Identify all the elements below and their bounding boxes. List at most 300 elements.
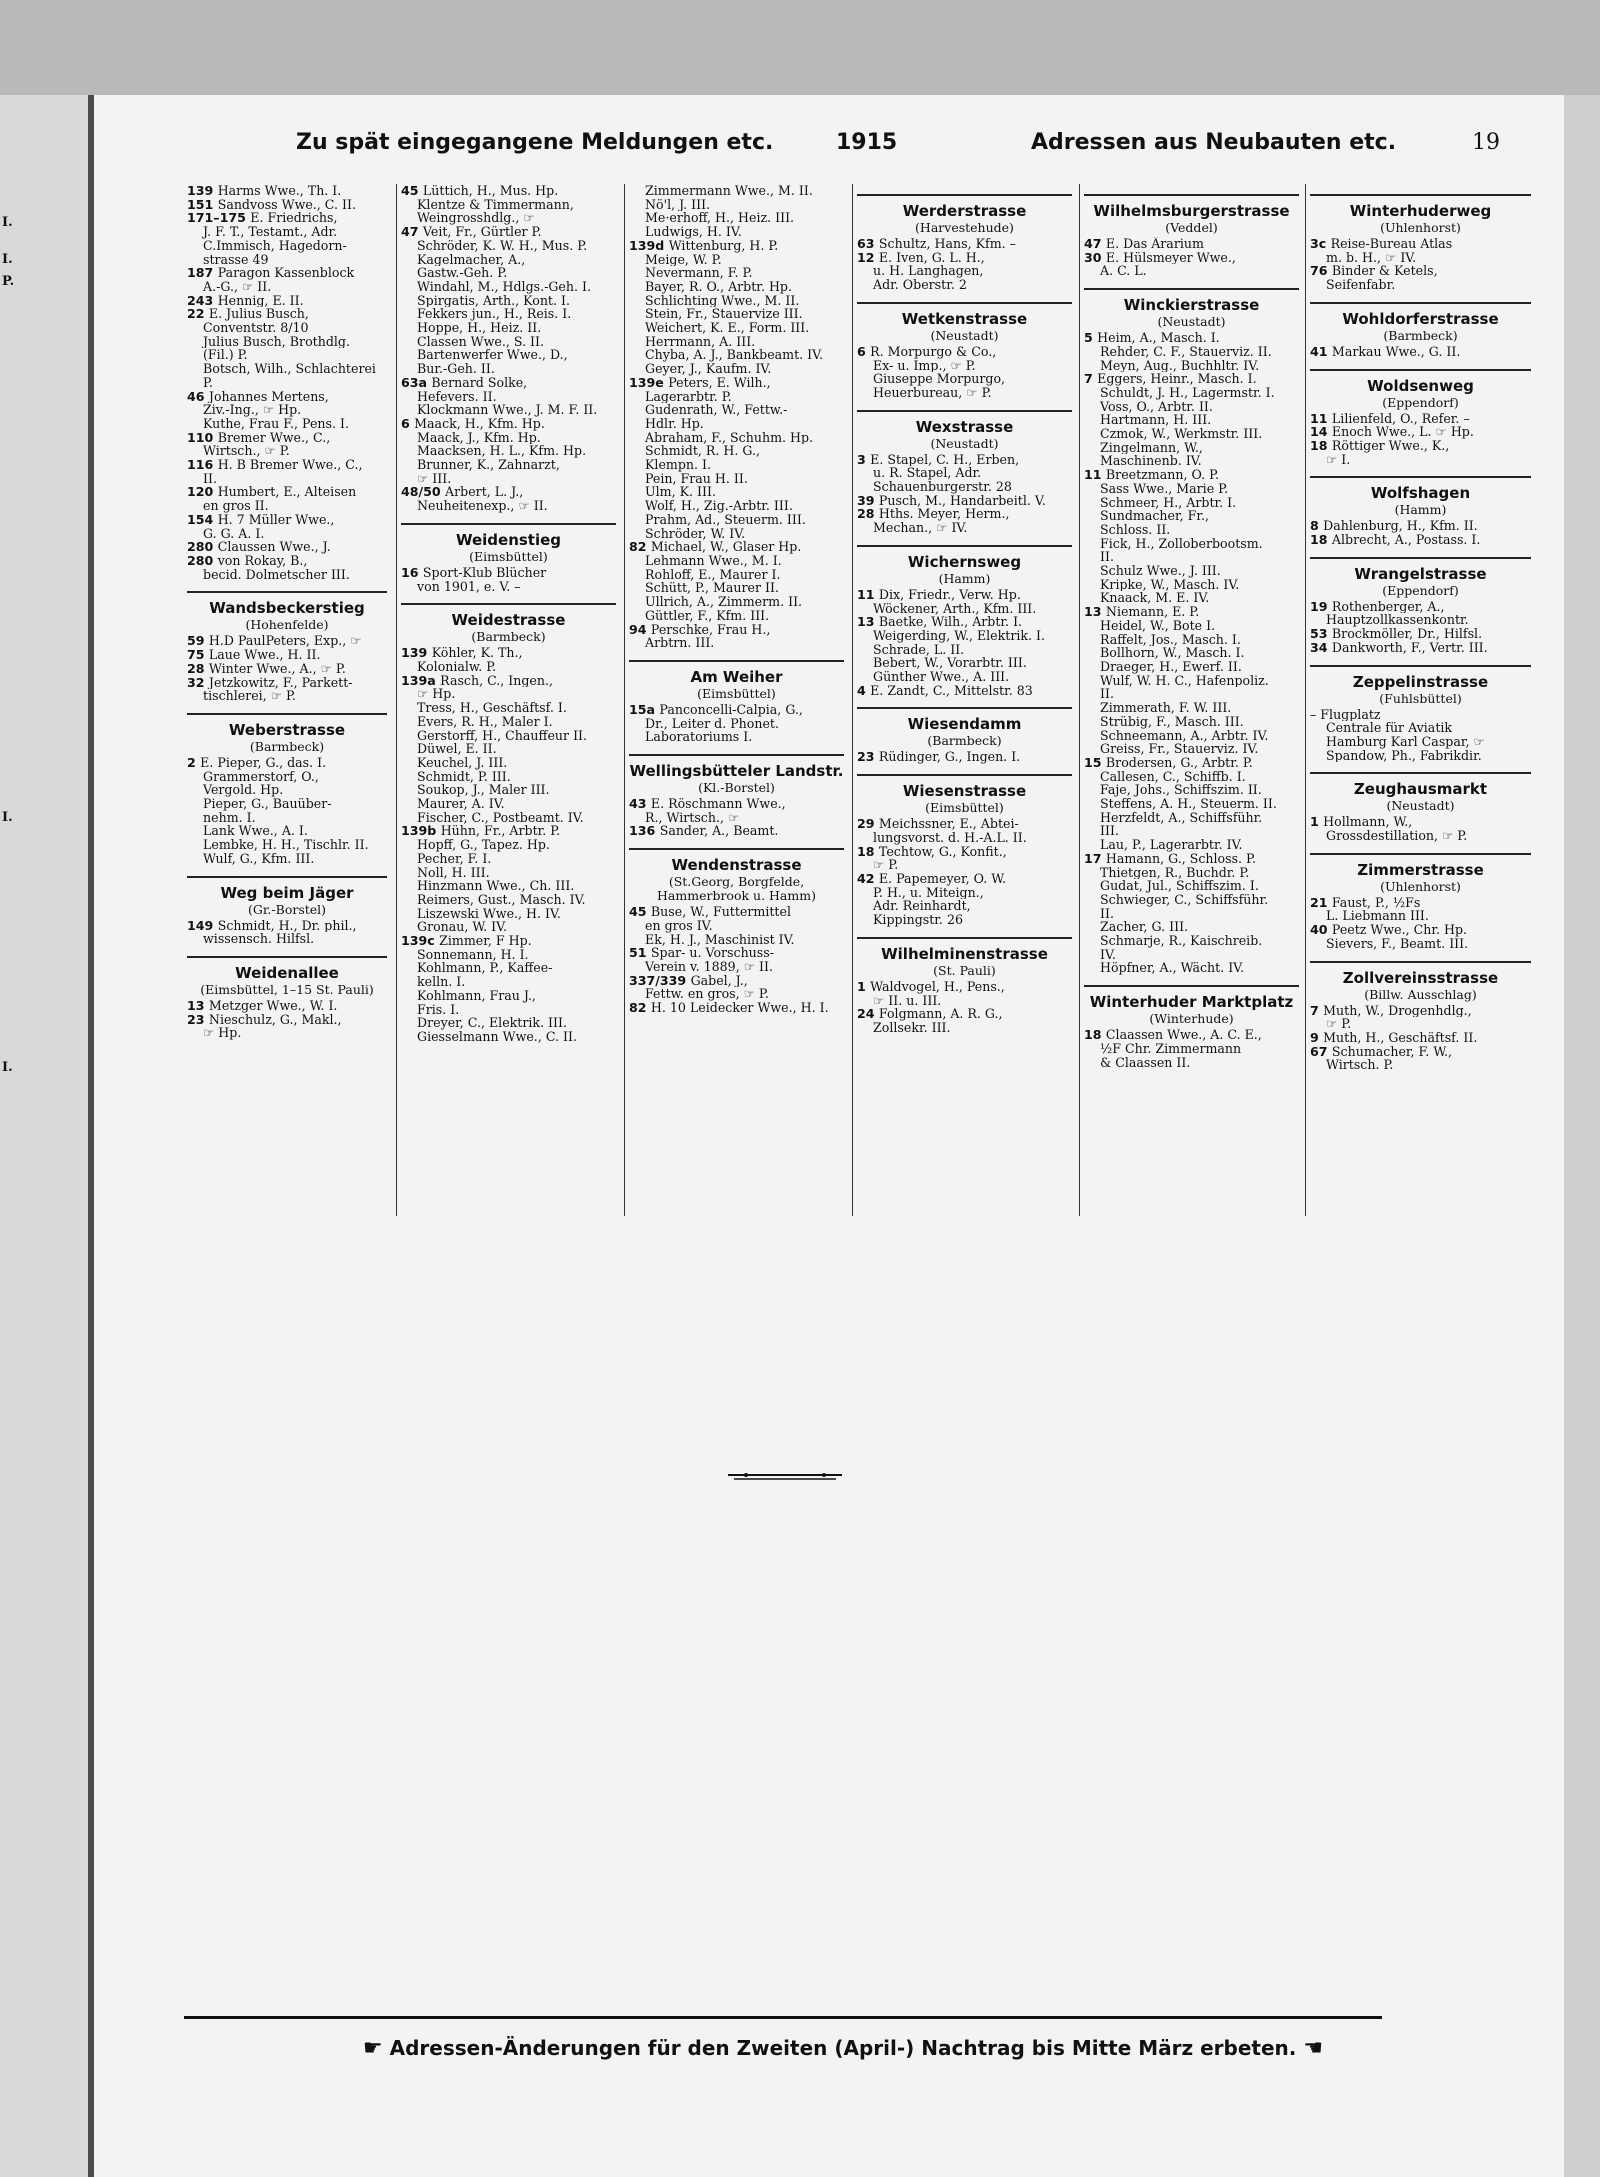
district-name: (Barmbeck) [1383,327,1458,343]
house-number: 42 [857,871,879,886]
address-entry: 3c Reise-Bureau Atlas [1310,237,1453,251]
address-entry: 94 Perschke, Frau H., [629,622,771,637]
address-entry: Hauptzollkassenkontr. [1310,613,1469,628]
address-entry: 116 H. B Bremer Wwe., C., [187,458,363,472]
house-number: 75 [187,648,209,662]
address-entry: 45 Buse, W., Futtermittel [629,905,791,919]
address-entry: Windahl, M., Hdlgs.-Geh. I. [401,279,591,294]
header-left-title: Zu spät eingegangene Meldungen etc. [296,130,774,155]
street-heading [401,523,616,564]
street-name: Wichernsweg [907,552,1022,571]
house-number: 1 [857,979,871,994]
house-number: 41 [1310,344,1332,359]
house-number: 23 [857,750,879,765]
address-entry: Greiss, Fr., Stauerviz. IV. [1084,742,1259,756]
address-entry: 21 Faust, P., ½Fs [1310,895,1421,910]
address-entry: 14 Enoch Wwe., L. ☞ Hp. [1310,425,1474,439]
address-entry: 149 Schmidt, H., Dr. phil., [187,918,357,933]
house-number: 13 [1084,605,1106,619]
street-name: Weidenallee [235,963,339,982]
house-number: 48/50 [401,485,446,500]
address-entry: Abraham, F., Schuhm. Hp. [629,430,814,445]
address-entry: 5 Heim, A., Masch. I. [1084,331,1220,345]
address-entry: 337/339 Gabel, J., [629,973,748,988]
street-name: Wilhelmsburgerstrasse [1093,202,1290,220]
address-entry: 6 Maack, H., Kfm. Hp. [401,416,545,431]
street-heading [1084,985,1299,1026]
address-entry: 53 Brockmöller, Dr., Hilfsl. [1310,627,1483,641]
address-entry: Zimmerath, F. W. III. [1084,701,1232,715]
house-number: 15 [1084,755,1106,770]
address-entry: Callesen, C., Schiffb. I. [1084,769,1246,784]
street-name: Wilhelminenstrasse [881,944,1048,963]
end-ornament-icon [726,1469,844,1483]
address-entry: 13 Baetke, Wilh., Arbtr. I. [857,615,1023,629]
running-header [296,130,1522,160]
street-name: Winterhuderweg [1349,202,1492,220]
previous-page-edge [0,95,88,2177]
address-entry: Gronau, W. IV. [401,920,508,935]
address-entry: Kuthe, Frau F., Pens. I. [187,416,349,431]
house-number: 139e [629,375,669,390]
address-entry: Centrale für Aviatik [1310,721,1453,735]
street-heading [857,937,1072,978]
house-number: 8 [1310,519,1324,534]
address-entry: 34 Dankworth, F., Vertr. III. [1310,640,1488,655]
district-name: (Harvestehude) [915,220,1014,235]
street-heading [1084,194,1299,235]
address-entry: Kippingstr. 26 [857,913,963,927]
address-entry: ☞ III. [401,471,452,486]
street-name: Zeughausmarkt [1353,780,1488,799]
address-entry: Brunner, K., Zahnarzt, [401,458,560,472]
house-number: 6 [857,344,871,359]
address-entry: & Claassen II. [1084,1055,1191,1070]
district-name: (Eimsbüttel, 1–15 St. Pauli) [200,981,374,997]
address-entry: Keuchel, J. III. [401,755,508,770]
pointing-hand-right-icon: ☛ [362,2036,383,2061]
address-entry: 139d Wittenburg, H. P. [629,238,779,253]
street-name: Weidestrasse [451,611,566,630]
address-entry: 46 Johannes Mertens, [187,389,329,404]
house-number: 47 [401,225,423,239]
address-entry: Hoppe, H., Heiz. II. [401,321,542,335]
column-5 [1084,184,1299,1069]
district-name: (Eppendorf) [1382,582,1459,598]
address-entry: 120 Humbert, E., Alteisen [187,485,357,500]
address-entry: 15a Panconcelli-Calpia, G., [629,702,803,717]
address-entry: Bur.-Geh. II. [401,362,495,376]
address-entry: 243 Hennig, E. II. [187,293,304,308]
house-number: 43 [629,797,651,811]
address-entry: kelln. I. [401,975,466,989]
address-entry: 47 Veit, Fr., Gürtler P. [401,225,542,239]
address-entry: ☞ Hp. [401,687,456,702]
address-entry: 8 Dahlenburg, H., Kfm. II. [1310,519,1478,534]
address-entry: Höpfner, A., Wächt. IV. [1084,961,1245,976]
address-entry: Wöckener, Arth., Kfm. III. [857,601,1037,616]
address-entry: 110 Bremer Wwe., C., [187,430,331,445]
house-number: 82 [629,1001,651,1015]
street-heading [1310,369,1531,410]
address-entry: Zimmermann Wwe., M. II. [629,184,813,198]
address-entry: Heidel, W., Bote I. [1084,618,1216,633]
address-entry: Giuseppe Morpurgo, [857,372,1006,386]
address-entry: Lagerarbtr. P. [629,389,732,404]
house-number: 280 [187,553,218,568]
address-entry: en gros IV. [629,918,713,933]
house-number: 116 [187,458,218,472]
house-number: 11 [857,587,879,602]
address-entry: A. C. L. [1084,264,1147,279]
district-name: (Barmbeck) [249,738,325,754]
address-entry: ☞ P. [857,858,899,872]
address-entry: Adr. Reinhardt, [857,899,971,914]
address-entry: Fettw. en gros, ☞ P. [629,987,769,1002]
house-number: 13 [187,998,209,1013]
street-heading [629,754,844,795]
address-entry: Lank Wwe., A. I. [187,824,308,839]
district-name: (Eimsbüttel) [697,685,776,701]
address-entry: Bollhorn, W., Masch. I. [1084,646,1245,660]
address-entry: 139a Rasch, C., Ingen., [401,673,553,688]
address-entry: Fischer, C., Postbeamt. IV. [401,810,584,825]
address-entry: Sievers, F., Beamt. III. [1310,936,1469,951]
address-entry: 13 Metzger Wwe., W. I. [187,998,338,1013]
address-entry: Stein, Fr., Stauervize III. [629,307,803,322]
address-entry: Schütt, P., Maurer II. [629,581,779,596]
address-entry: Hamburg Karl Caspar, ☞ [1310,734,1485,749]
district-name: (Eimsbüttel) [925,800,1004,816]
address-entry: Maschinenb. IV. [1084,454,1202,469]
house-number: 7 [1084,372,1098,386]
address-entry: Classen Wwe., S. II. [401,334,545,349]
address-entry: Ludwigs, H. IV. [629,225,742,239]
margin-mark: I. [2,252,13,267]
address-entry: II. [1084,906,1114,921]
street-name: Winterhuder Marktplatz [1089,993,1294,1012]
street-heading [1310,665,1531,706]
address-entry: Seifenfabr. [1310,278,1396,292]
street-heading [1310,557,1531,598]
address-entry: 67 Schumacher, F. W., [1310,1044,1453,1059]
house-number: 28 [187,661,209,676]
house-number: 171–175 [187,211,251,226]
address-entry: 139 Harms Wwe., Th. I. [187,184,342,198]
district-name: (Neustadt) [1386,798,1455,814]
address-entry: P. H., u. Miteign., [857,885,984,900]
address-entry: 4 E. Zandt, C., Mittelstr. 83 [857,683,1033,698]
address-entry: 1 Hollmann, W., [1310,815,1413,830]
address-entry: 18 Albrecht, A., Postass. I. [1310,533,1481,547]
address-entry: Thietgen, R., Buchdr. P. [1084,865,1250,880]
address-entry: 30 E. Hülsmeyer Wwe., [1084,250,1236,265]
street-name: Wolfshagen [1370,484,1471,503]
address-entry: Mechan., ☞ IV. [857,521,968,535]
address-entry: Klentze & Timmermann, [401,197,574,212]
house-number: 22 [187,307,209,322]
house-number: 29 [857,817,879,831]
address-entry: Maack, J., Kfm. Hp. [401,430,541,445]
address-entry: Gudat, Jul., Schiffszim. I. [1084,879,1259,893]
address-entry: 19 Rothenberger, A., [1310,599,1445,614]
street-heading [401,603,616,644]
address-entry: Noll, H. III. [401,865,490,880]
house-number: 23 [187,1012,209,1027]
address-entry: Schrade, L. II. [857,642,965,657]
address-entry: Meyn, Aug., Buchhltr. IV. [1084,358,1260,373]
address-entry: Wirtsch. P. [1310,1058,1394,1073]
address-entry: (Fil.) P. [187,348,248,363]
district-name: (Neustadt) [930,327,999,343]
address-entry: nehm. I. [187,810,256,825]
street-name: Zeppelinstrasse [1352,672,1489,691]
column-divider [1305,184,1306,1216]
district-name: (Hamm) [1394,502,1447,518]
address-entry: 280 von Rokay, B., [187,553,308,568]
address-entry: Fekkers jun., H., Reis. I. [401,307,572,322]
street-name: Wendenstrasse [671,856,802,875]
address-entry: Hefevers. II. [401,389,497,404]
column-2 [401,184,616,1044]
address-entry: 11 Lilienfeld, O., Refer. – [1310,411,1470,426]
address-entry: Schloss. II. [1084,522,1171,537]
address-entry: 24 Folgmann, A. R. G., [857,1007,1003,1021]
address-entry: Schmidt, P. III. [401,769,511,784]
address-entry: 13 Niemann, E. P. [1084,605,1200,619]
address-entry: Schmidt, R. H. G., [629,444,760,459]
address-entry: 2 E. Pieper, G., das. I. [187,755,327,770]
address-entry: Gastw.-Geh. P. [401,266,508,280]
address-entry: Herzfeldt, A., Schiffsführ. [1084,810,1263,825]
address-entry: 82 Michael, W., Glaser Hp. [629,540,802,554]
address-entry: 11 Breetzmann, O. P. [1084,468,1219,482]
address-entry: 45 Lüttich, H., Mus. Hp. [401,184,559,198]
address-entry: A.-G., ☞ II. [187,279,272,294]
address-entry: Schulz Wwe., J. III. [1084,564,1221,578]
address-entry: 28 Winter Wwe., A., ☞ P. [187,661,346,676]
address-entry: Julius Busch, Brothdlg. [187,334,350,349]
street-name: Weg beim Jäger [220,883,354,902]
address-entry: Adr. Oberstr. 2 [857,278,967,292]
address-entry: 136 Sander, A., Beamt. [629,824,779,839]
address-entry: 75 Laue Wwe., H. II. [187,648,321,662]
house-number: 3c [1310,237,1331,251]
address-entry: 76 Binder & Ketels, [1310,264,1438,279]
address-entry: ☞ P. [1310,1017,1352,1031]
address-entry: lungsvorst. d. H.-A.L. II. [857,830,1027,845]
house-number: 149 [187,918,218,933]
address-entry: Dreyer, C., Elektrik. III. [401,1016,567,1030]
address-entry: Soukop, J., Maler III. [401,783,550,798]
address-entry: 139c Zimmer, F Hp. [401,934,532,948]
house-number: 154 [187,512,218,527]
street-heading [187,956,387,997]
address-entry: Knaack, M. E. IV. [1084,591,1210,606]
house-number: 9 [1310,1030,1324,1045]
district-name: (Barmbeck) [471,629,546,645]
street-heading [187,591,387,632]
district-name: (Hamm) [938,570,991,586]
address-entry: 18 Röttiger Wwe., K., [1310,438,1450,453]
address-entry: Schauenburgerstr. 28 [857,480,1012,494]
house-number: 18 [857,844,879,859]
district-name: (Neustadt) [1157,314,1226,330]
column-3 [629,184,844,1015]
district-name: (Eimsbüttel) [469,548,548,564]
house-number: 17 [1084,851,1106,866]
address-entry: Lehmann Wwe., M. I. [629,553,782,568]
address-entry: 39 Pusch, M., Handarbeitl. V. [857,493,1046,508]
address-entry: L. Liebmann III. [1310,909,1429,924]
column-divider [396,184,397,1216]
address-entry: Verein v. 1889, ☞ II. [629,959,773,974]
address-entry: Zollsekr. III. [857,1020,951,1035]
address-entry: 22 E. Julius Busch, [187,307,309,322]
address-entry: ½F Chr. Zimmermann [1084,1041,1242,1056]
address-entry: Ex- u. Imp., ☞ P. [857,358,976,373]
house-number: 30 [1084,250,1106,265]
address-entry: Schmeer, H., Arbtr. I. [1084,495,1237,510]
address-entry: Conventstr. 8/10 [187,321,309,335]
address-entry: 51 Spar- u. Vorschuss- [629,946,774,960]
district-name: (St. Pauli) [933,962,996,978]
address-entry: Neuheitenexp., ☞ II. [401,499,548,513]
address-entry: 82 H. 10 Leidecker Wwe., H. I. [629,1001,829,1015]
house-number: 18 [1310,438,1332,453]
address-entry: 63 Schultz, Hans, Kfm. – [857,237,1016,251]
address-entry: Chyba, A. J., Bankbeamt. IV. [629,348,824,363]
address-entry: Hdlr. Hp. [629,416,704,431]
address-entry: Lembke, H. H., Tischlr. II. [187,838,369,852]
address-entry: Meige, W. P. [629,252,722,267]
address-entry: Dr., Leiter d. Phonet. [629,716,779,731]
address-entry: Nö'l, J. III. [629,197,711,212]
address-entry: Reimers, Gust., Masch. IV. [401,892,586,907]
house-number: 3 [857,452,871,467]
address-entry: Zacher, G. III. [1084,920,1189,935]
address-entry: Liszewski Wwe., H. IV. [401,906,561,921]
street-heading [857,194,1072,235]
street-name: Zollvereinsstrasse [1342,968,1499,987]
address-entry: 18 Claassen Wwe., A. C. E., [1084,1028,1262,1042]
header-year: 1915 [836,130,898,155]
address-entry: Klockmann Wwe., J. M. F. II. [401,403,598,417]
address-entry: Bayer, R. O., Arbtr. Hp. [629,279,792,294]
house-number: 280 [187,540,218,554]
address-entry: Hinzmann Wwe., Ch. III. [401,879,575,893]
address-entry: ☞ II. u. III. [857,993,942,1008]
street-name: Weberstrasse [228,720,346,739]
address-entry: Wolf, H., Zig.-Arbtr. III. [629,499,793,513]
address-entry: u. H. Langhagen, [857,264,984,279]
footer-notice [318,2036,1368,2061]
address-entry: 9 Muth, H., Geschäftsf. II. [1310,1030,1478,1045]
address-entry: P. [187,375,213,390]
address-entry: Schmarje, R., Kaischreib. [1084,934,1263,948]
address-entry: 139b Hühn, Fr., Arbtr. P. [401,824,561,839]
address-entry: Czmok, W., Werkmstr. III. [1084,427,1263,441]
district-name: (Gr.-Borstel) [247,901,327,917]
house-number: 39 [857,493,879,508]
house-number: 11 [1084,468,1106,482]
address-entry: 43 E. Röschmann Wwe., [629,797,786,811]
house-number: 28 [857,507,879,522]
address-entry: Me·erhoff, H., Heiz. III. [629,211,795,226]
address-entry: Giesselmann Wwe., C. II. [401,1029,577,1044]
column-divider [852,184,853,1216]
address-entry: u. R. Stapel, Adr. [857,466,982,481]
street-heading [629,848,844,903]
street-heading [857,545,1072,586]
address-entry: II. [187,471,217,486]
header-right-title: Adressen aus Neubauten etc. [1031,130,1397,155]
address-entry: 29 Meichssner, E., Abtei- [857,817,1019,831]
district-name: (Kl.-Borstel) [698,780,775,796]
footer-rule [184,2016,1382,2019]
address-entry: Bartenwerfer Wwe., D., [401,348,568,363]
address-entry: Kripke, W., Masch. IV. [1084,577,1240,592]
address-entry: Gudenrath, W., Fettw.- [629,403,788,417]
district-name: (St.Georg, Borgfelde, Hammerbrook u. Hamm) [657,874,816,904]
house-number: 94 [629,622,651,637]
address-entry: ☞ I. [1310,452,1351,467]
address-entry: C.Immisch, Hagedorn- [187,238,347,253]
address-entry: Strübig, F., Masch. III. [1084,714,1244,729]
street-name: Wetkenstrasse [901,309,1028,328]
address-entry: 28 Hths. Meyer, Herm., [857,507,1010,522]
pointing-hand-left-icon: ☚ [1303,2036,1324,2061]
house-number: 7 [1310,1003,1324,1018]
district-name: (Eppendorf) [1382,394,1459,410]
address-entry: Botsch, Wilh., Schlachterei [187,362,376,376]
house-number: 59 [187,634,209,649]
address-entry: Tress, H., Geschäftsf. I. [401,701,567,715]
address-entry: Geyer, J., Kaufm. IV. [629,362,772,376]
house-number: 151 [187,197,218,212]
street-heading [1310,853,1531,894]
street-name: Am Weiher [690,667,783,686]
street-heading [629,660,844,701]
house-number: 139 [187,184,218,198]
house-number: 139b [401,824,441,839]
street-name: Wiesenstrasse [902,782,1027,801]
address-entry: von 1901, e. V. – [401,579,521,594]
address-entry: Spandow, Ph., Fabrikdir. [1310,748,1482,763]
address-entry: – Flugplatz [1310,707,1381,722]
address-entry: Zingelmann, W., [1084,440,1203,455]
address-entry: 41 Markau Wwe., G. II. [1310,344,1461,359]
house-number: 51 [629,946,651,960]
street-name: Winckierstrasse [1123,296,1260,315]
street-heading [857,410,1072,451]
address-entry: Lau, P., Lagerarbtr. IV. [1084,838,1243,852]
address-entry: Schlichting Wwe., M. II. [629,293,800,308]
street-heading [187,713,387,754]
house-number: 21 [1310,895,1332,910]
street-name: Wiesendamm [907,715,1022,734]
address-entry: Sundmacher, Fr., [1084,509,1210,523]
house-number: 46 [187,389,209,404]
house-number: 243 [187,293,218,308]
street-heading [857,302,1072,343]
address-entry: Weigerding, W., Elektrik. I. [857,628,1045,643]
house-number: 12 [857,250,879,265]
address-entry: 23 Rüdinger, G., Ingen. I. [857,750,1021,765]
address-entry: Spirgatis, Arth., Kont. I. [401,293,570,308]
column-4 [857,184,1072,1035]
address-entry: 7 Muth, W., Drogenhdlg., [1310,1003,1472,1018]
